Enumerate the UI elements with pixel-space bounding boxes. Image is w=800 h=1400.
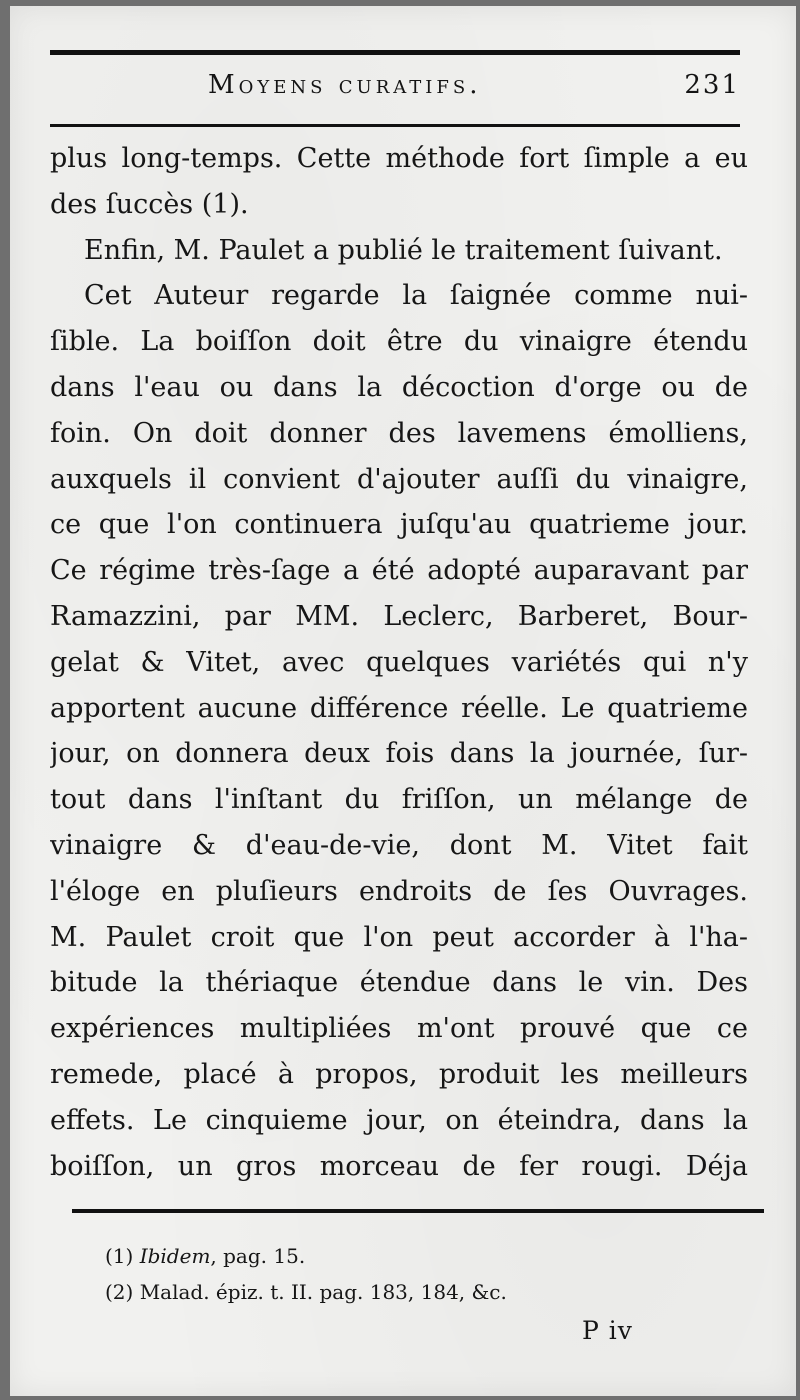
text-line: bitude la thériaque étendue dans le vin. Des	[50, 967, 748, 999]
book-page	[10, 6, 796, 1396]
text-line: l'éloge en pluſieurs endroits de ſes Ouvrages.	[50, 875, 748, 907]
text-line: dans l'eau ou dans la décoction d'orge ou de	[50, 371, 748, 403]
top-rule	[50, 50, 740, 55]
text-line: boiſſon, un gros morceau de fer rougi. Déja	[50, 1150, 748, 1182]
text-line: jour, on donnera deux fois dans la journée, ſur-	[50, 738, 748, 770]
signature-mark: P iv	[582, 1316, 633, 1345]
footnote-2: (2) Malad. épiz. t. II. pag. 183, 184, &c.	[105, 1280, 507, 1304]
body-text	[50, 136, 748, 1189]
text-line: des ſuccès (1).	[50, 188, 249, 220]
footnote-rule	[72, 1209, 764, 1213]
page-number: 231	[684, 70, 740, 100]
running-head	[50, 70, 740, 110]
text-line: remede, placé à propos, produit les meilleurs	[50, 1058, 748, 1090]
footnote-1	[105, 1238, 745, 1274]
text-line: expériences multipliées m'ont prouvé que ce	[50, 1013, 748, 1045]
text-line: gelat & Vitet, avec quelques variétés qui n'y	[50, 646, 748, 678]
footnotes	[105, 1238, 745, 1310]
text-line: foin. On doit donner des lavemens émolliens,	[50, 417, 748, 449]
text-line: auxquels il convient d'ajouter auſſi du vinaigre,	[50, 463, 748, 495]
text-line: effets. Le cinquieme jour, on éteindra, dans la	[50, 1104, 748, 1136]
running-head-title: Moyens curatifs.	[208, 70, 482, 100]
text-line: vinaigre & d'eau-de-vie, dont M. Vitet fait	[50, 829, 748, 861]
text-line: ſible. La boiſſon doit être du vinaigre étendu	[50, 326, 748, 358]
text-line: tout dans l'inſtant du friſſon, un mélange de	[50, 784, 748, 816]
text-line: Ramazzini, par MM. Leclerc, Barberet, Bour-	[50, 600, 748, 632]
text-line: Cet Auteur regarde la ſaignée comme nui-	[84, 280, 748, 312]
footnote-1-ref: Ibidem	[139, 1244, 211, 1268]
footnote-1-text: , pag. 15.	[210, 1244, 306, 1268]
text-line: M. Paulet croit que l'on peut accorder à l'ha-	[50, 921, 748, 953]
text-line: plus long-temps. Cette méthode fort ſimple a eu	[50, 143, 748, 174]
text-line: ce que l'on continuera juſqu'au quatrieme jour.	[50, 509, 748, 541]
text-line: apportent aucune différence réelle. Le quatrieme	[50, 692, 748, 724]
footnote-1-marker: (1)	[105, 1244, 134, 1268]
header-rule	[50, 124, 740, 127]
text-line: Ce régime très-ſage a été adopté auparavant par	[50, 555, 748, 587]
text-line: Enfin, M. Paulet a publié le traitement ſuivant.	[84, 234, 723, 266]
